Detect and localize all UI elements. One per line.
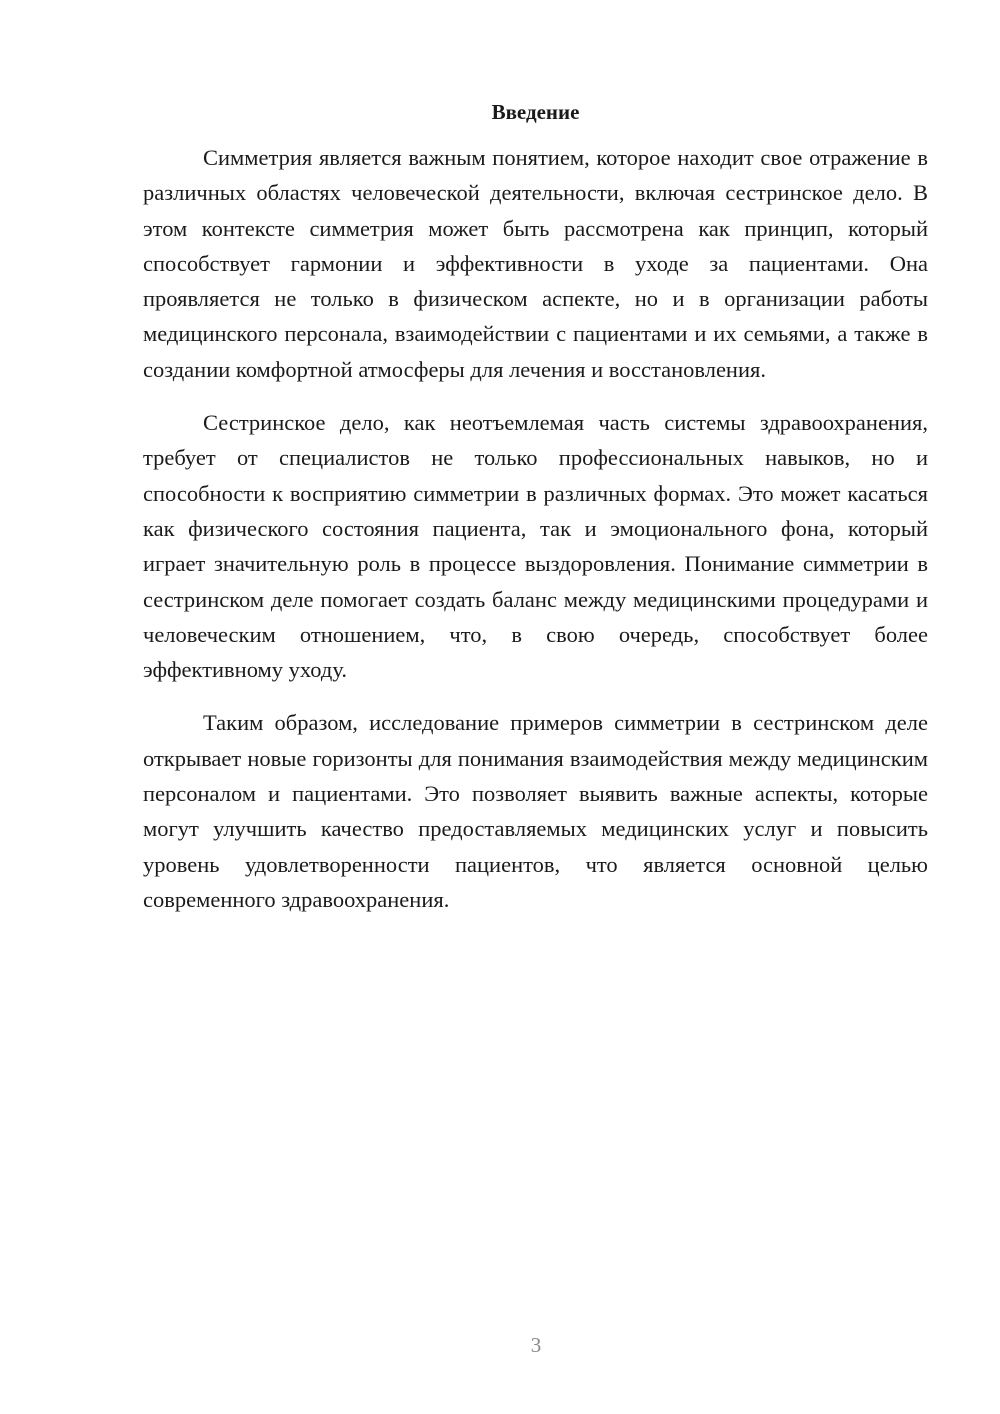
paragraph-3: Таким образом, исследование примеров симметрии в сестринском деле открывает новые горизонты для понимания взаимодействия между медицинским персоналом и пациентами. Это позволяет выявить важные аспекты, которые могут улучшить качество предоставляемых медицинских услуг и повысить уровень удовлетворенности пациентов, что является основной целью современного здравоохранения. [143, 710, 928, 912]
page-number: 3 [530, 1333, 542, 1357]
page-content [143, 96, 928, 917]
section-heading: Введение [491, 100, 580, 124]
paragraph-1: Симметрия является важным понятием, которое находит свое отражение в различных областях человеческой деятельности, включая сестринское дело. В этом контексте симметрия может быть рассмотрена как принцип, который способствует гармонии и эффективности в уходе за пациентами. Она проявляется не только в физическом аспекте, но и в организации работы медицинского персонала, взаимодействии с пациентами и их семьями, а также в создании комфортной атмосферы для лечения и восстановления. [143, 145, 928, 382]
paragraph-2: Сестринское дело, как неотъемлемая часть системы здравоохранения, требует от специалистов не только профессиональных навыков, но и способности к восприятию симметрии в различных формах. Это может касаться как физического состояния пациента, так и эмоционального фона, который играет значительную роль в процессе выздоровления. Понимание симметрии в сестринском деле помогает создать баланс между медицинскими процедурами и человеческим отношением, что, в свою очередь, способствует более эффективному уходу. [143, 410, 928, 683]
